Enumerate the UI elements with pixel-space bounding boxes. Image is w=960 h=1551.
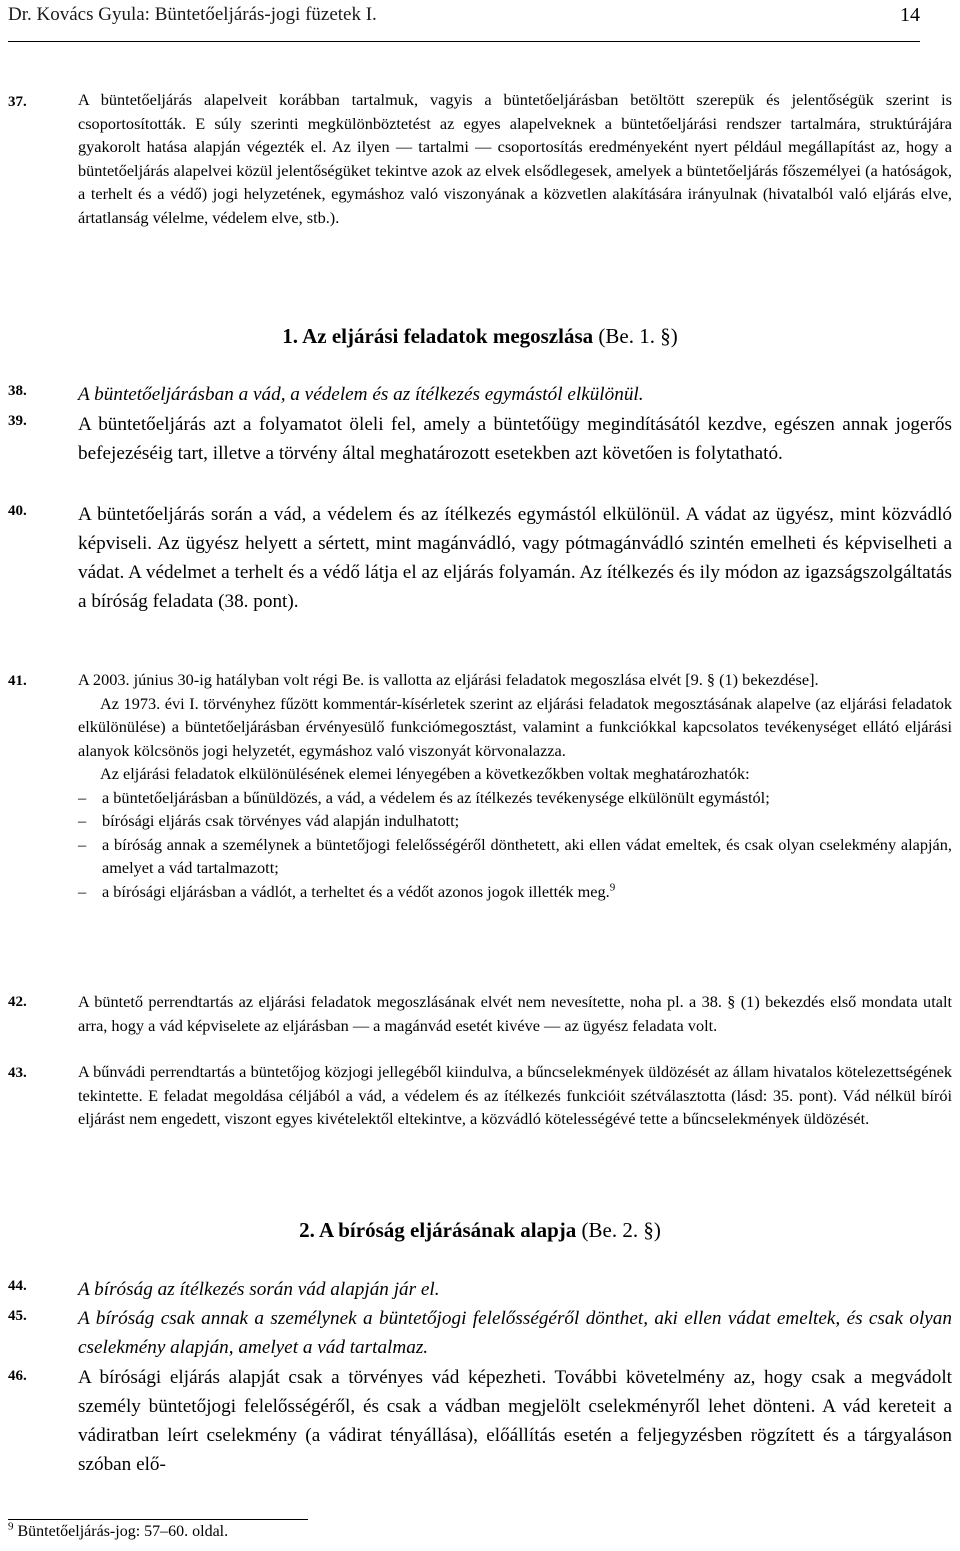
paragraph-number: 43. [8, 1065, 27, 1081]
footnote-text: Büntetőeljárás-jog: 57–60. oldal. [17, 1523, 229, 1540]
paragraph-39: A büntetőeljárás azt a folyamatot öleli fel, amely a büntetőügy megindításától kezdve, egészen annak jogerős befejezéséig tart, illetve a törvény által meghatározott esetekben azt követően is folytatható. [78, 414, 952, 464]
paragraph-number: 37. [8, 94, 27, 110]
section-title: 1. Az eljárási feladatok megoszlása [282, 324, 594, 348]
paragraph-41 [78, 668, 952, 903]
paragraph-37: A büntetőeljárás alapelveit korábban tartalmuk, vagyis a büntetőeljárásban betöltött szerepük és jelentőségük szerint is csoportosították. E súly szerinti megkülönböztetést az egyes alapelveknek a büntetőeljárási rendszer tartalmára, struktúrájára gyakorolt hatása alapján végezték el. Az ilyen — tartalmi — csoportosítás eredményeként nyert például megállapítást az, hogy a büntetőeljárás alapelvei közül jelentőségüket tekintve azok az elvek elsődlegesek, amelyek a büntetőeljárás főszemélyei (a hatóságok, a terhelt és a védő) jogi helyzetének, egymáshoz való viszonyának a közvetlen alakítására irányulnak (hivatalból való eljárás elve, ártatlanság vélelme, védelem elve, stb.). [78, 90, 952, 227]
paragraph-number: 45. [8, 1308, 27, 1324]
footnote-rule [8, 1519, 308, 1520]
section-reference: (Be. 2. §) [581, 1218, 661, 1242]
paragraph-46: A bírósági eljárás alapját csak a törvényes vád képezheti. További követelmény az, hogy csak a megvádolt személy büntetőjogi felelősségéről, és csak a vádban megjelölt cselekményről lehet dönteni. A vád kereteit a vádiratban leírt cselekmény (a vádirat tényállása), előállítás esetén a feljegyzésben rögzített és a tárgyaláson szóban elő- [78, 1367, 952, 1475]
header-rule [8, 41, 920, 42]
paragraph-number: 42. [8, 994, 27, 1010]
paragraph-44: A bíróság az ítélkezés során vád alapján jár el. [78, 1279, 440, 1300]
paragraph-41-text-1: A 2003. június 30-ig hatályban volt régi Be. is vallotta az eljárási feladatok megoszlása elvét [9. § (1) bekezdése]. [78, 670, 819, 689]
list-item-text: a bírósági eljárásban a vádlót, a terheltet és a védőt azonos jogok illették meg. [102, 881, 610, 901]
paragraph-number: 38. [8, 383, 27, 399]
list-item: – a büntetőeljárásban a bűnüldözés, a vád, a védelem és az ítélkezés tevékenysége elkülönült egymástól; [78, 786, 952, 810]
paragraph-45: A bíróság csak annak a személynek a büntetőjogi felelősségéről dönthet, aki ellen vádat emeltek, és csak olyan cselekmény alapján, amelyet a vád tartalmaz. [78, 1308, 952, 1358]
paragraph-40: A büntetőeljárás során a vád, a védelem és az ítélkezés egymástól elkülönül. A vádat az ügyész, mint közvádló képviseli. Az ügyész helyett a sértett, mint magánvádló, vagy pótmagánvádló szintén emelheti és képviselheti a vádat. A védelmet a terhelt és a védő látja el az eljárás folyamán. Az ítélkezés és ily módon az igazságszolgáltatás a bíróság feladata (38. pont). [78, 504, 952, 612]
list-item [78, 880, 952, 904]
paragraph-43: A bűnvádi perrendtartás a büntetőjog közjogi jellegéből kiindulva, a bűncselekmények üldözését az állam hivatalos kötelezettségének tekintette. E feladat megoldása céljából a vád, a védelem és az ítélkezés funkcióit szétválasztotta (lásd: 35. pont). Vád nélkül bírói eljárást nem engedett, viszont egyes kivételektől eltekintve, a közvádló kötelességévé tette a bűncselekmények üldözését. [78, 1062, 952, 1128]
running-title: Dr. Kovács Gyula: Büntetőeljárás-jogi füzetek I. [8, 4, 377, 25]
paragraph-number: 41. [8, 673, 27, 689]
elements-list [78, 786, 952, 904]
section-reference: (Be. 1. §) [598, 324, 678, 348]
paragraph-number: 40. [8, 503, 27, 519]
page-number: 14 [900, 4, 920, 26]
paragraph-38: A büntetőeljárásban a vád, a védelem és az ítélkezés egymástól elkülönül. [78, 384, 644, 405]
page-header [8, 0, 920, 42]
list-item: – a bíróság annak a személynek a büntetőjogi felelősségéről dönthetett, aki ellen vádat emeltek, és csak olyan cselekmény alapján, amelyet a vád tartalmazott; [78, 833, 952, 880]
footnote [8, 1520, 229, 1541]
paragraph-41-text-3: Az eljárási feladatok elkülönülésének elemei lényegében a következőkben voltak meghatározhatók: [100, 764, 750, 783]
paragraph-number: 39. [8, 413, 27, 429]
section-heading-1 [0, 324, 960, 349]
paragraph-41-text-2: Az 1973. évi I. törvényhez fűzött kommentár-kísérletek szerint az eljárási feladatok megosztásának alapelve (az eljárási feladatok elkülönülése) a büntetőeljárásban érvényesülő funkciómegosztást, valamint a funkciókkal kapcsolatos tevékenységet ellátó eljárási alanyok kölcsönös jogi helyzetét, egymáshoz való viszonyát körvonalazza. [78, 693, 952, 760]
footnote-reference[interactable]: 9 [609, 881, 616, 894]
paragraph-number: 46. [8, 1368, 27, 1384]
footnote-mark: 9 [8, 1520, 14, 1533]
section-title: 2. A bíróság eljárásának alapja [299, 1218, 577, 1242]
paragraph-number: 44. [8, 1278, 27, 1294]
paragraph-42: A büntető perrendtartás az eljárási feladatok megoszlásának elvét nem nevesítette, noha pl. a 38. § (1) bekezdés első mondata utalt arra, hogy a vád képviselete az eljárásban — a magánvád esetét kivéve — az ügyész feladata volt. [78, 992, 952, 1035]
list-item: – bírósági eljárás csak törvényes vád alapján indulhatott; [78, 809, 952, 833]
section-heading-2 [0, 1218, 960, 1243]
